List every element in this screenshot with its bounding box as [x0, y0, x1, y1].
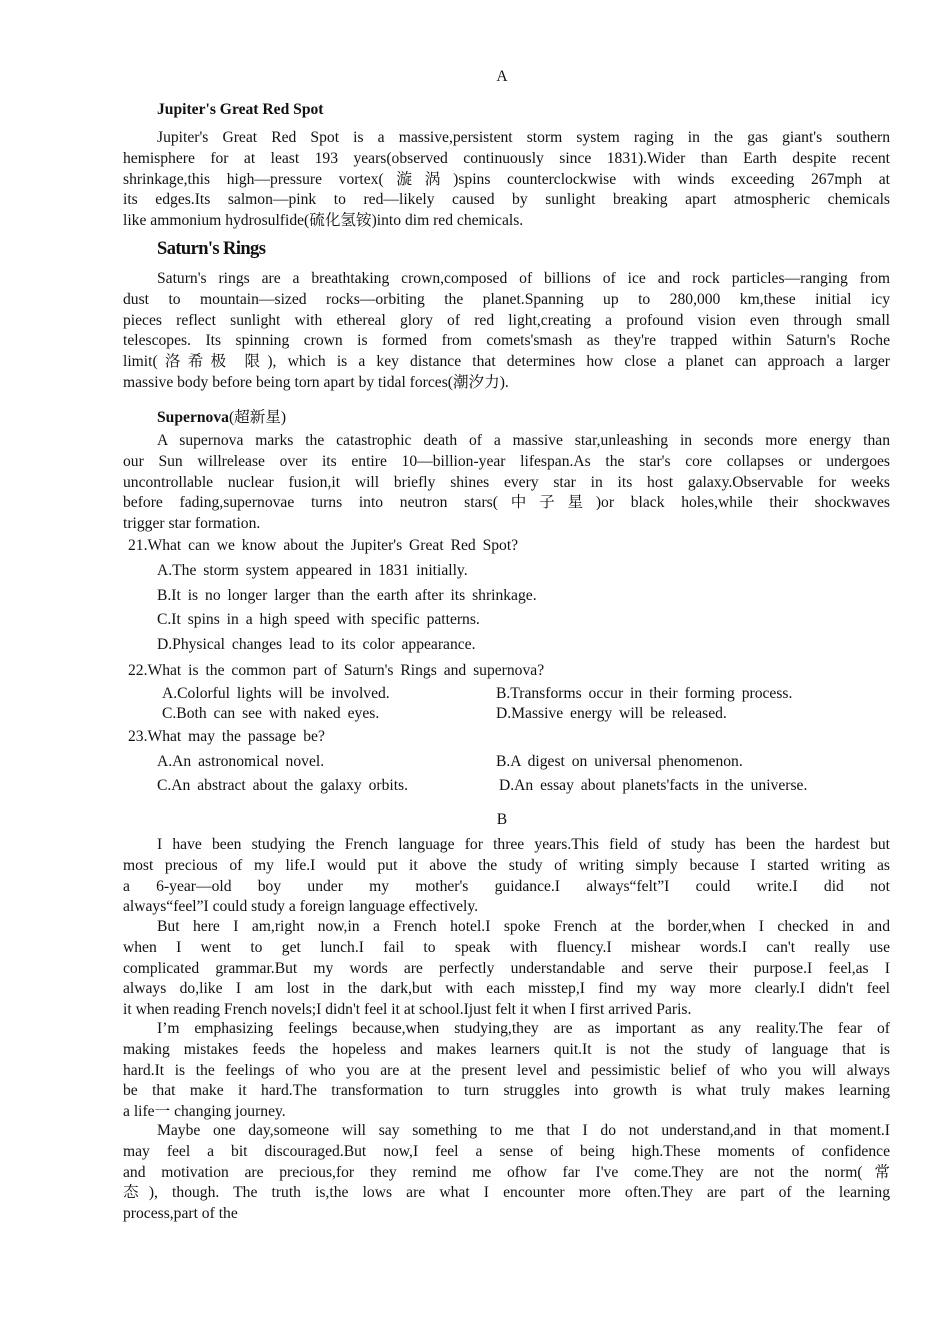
q22-option-b: B.Transforms occur in their forming process.	[496, 685, 793, 702]
paragraph-line: a 6-year—old boy under my mother's guidance.I always“felt”I could write.I did not	[123, 877, 890, 895]
paragraph-line: But here I am,right now,in a French hotel.I spoke French at the border,when I checked in and	[157, 918, 890, 935]
title-text: Jupiter's Great Red Spot	[157, 101, 324, 118]
passage-a-label: A	[496, 68, 508, 85]
paragraph-b2	[123, 917, 890, 1021]
paragraph-b3	[123, 1019, 890, 1123]
q22-option-d: D.Massive energy will be released.	[496, 705, 727, 722]
paragraph-line: dust to mountain—sized rocks—orbiting the planet.Spanning up to 280,000 km,these initial icy	[123, 290, 890, 308]
paragraph-line: limit(洛希极 限), which is a key distance that determines how close a planet can approach a larger	[123, 353, 890, 371]
paragraph-line: pieces reflect sunlight with ethereal glory of red light,creating a profound vision even through small	[123, 311, 890, 329]
section-title-saturn	[157, 239, 265, 260]
q23-option-b: B.A digest on universal phenomenon.	[496, 753, 743, 770]
paragraph-line: shrinkage,this high—pressure vortex(漩涡)spins counterclockwise with winds exceeding 267mph at	[123, 170, 890, 188]
paragraph-line: most precious of my life.I would put it above the study of writing simply because I started writing as	[123, 856, 890, 874]
paragraph-line: before fading,supernovae turns into neutron stars(中子星)or black holes,while their shockwaves	[123, 494, 890, 512]
paragraph-line: be that make it hard.The transformation to turn struggles into growth is what truly makes learning	[123, 1082, 890, 1100]
paragraph-supernova	[123, 431, 890, 535]
question-23: 23.What may the passage be?	[128, 728, 325, 745]
paragraph-line: complicated grammar.But my words are perfectly understandable and serve their purpose.I feel,as I	[123, 959, 890, 977]
paragraph-line: its edges.Its salmon—pink to red—likely caused by sunlight breaking apart atmospheric chemicals	[123, 191, 890, 209]
paragraph-line: I’m emphasizing feelings because,when studying,they are as important as any reality.The fear of	[157, 1020, 890, 1037]
paragraph-line: 态), though. The truth is,the lows are what I encounter more often.They are part of the learning	[123, 1184, 890, 1202]
paragraph-line: and motivation are precious,for they remind me ofhow far I've come.They are not the norm(常	[123, 1163, 890, 1181]
passage-b-label: B	[496, 811, 508, 828]
paragraph-b1	[123, 835, 890, 918]
paragraph-line: a life一 changing journey.	[123, 1103, 286, 1121]
paragraph-b4	[123, 1121, 890, 1225]
paragraph-line: uncontrollable nuclear fusion,it will briefly shines every star in its host galaxy.Observable for weeks	[123, 473, 890, 491]
paragraph-line: always do,like I am lost in the dark,but with each misstep,I find my way more clearly.I didn't feel	[123, 980, 890, 998]
q23-option-a: A.An astronomical novel.	[157, 753, 325, 770]
paragraph-line: Saturn's rings are a breathtaking crown,composed of billions of ice and rock particles—ranging from	[157, 270, 890, 287]
q22-option-c: C.Both can see with naked eyes.	[162, 705, 380, 722]
paragraph-jupiter	[123, 128, 890, 232]
question-21: 21.What can we know about the Jupiter's Great Red Spot?	[128, 537, 519, 554]
paragraph-line: our Sun willrelease over its entire 10—billion-year lifespan.As the star's core collapses or undergoes	[123, 452, 890, 470]
q23-option-d: D.An essay about planets'facts in the universe.	[499, 777, 808, 794]
paragraph-line: making mistakes feeds the hopeless and makes learners quit.It is not the study of language that is	[123, 1040, 890, 1058]
q21-option-b: B.It is no longer larger than the earth after its shrinkage.	[157, 587, 537, 604]
q23-option-c: C.An abstract about the galaxy orbits.	[157, 777, 409, 794]
title-cn: (超新星)	[228, 409, 287, 426]
paragraph-line: hemisphere for at least 193 years(observed continuously since 1831).Wider than Earth despite recent	[123, 149, 890, 167]
paragraph-line: A supernova marks the catastrophic death of a massive star,unleashing in seconds more energy than	[157, 432, 890, 449]
paragraph-line: it when reading French novels;I didn't feel it at school.Ijust felt it when I first arrived Paris.	[123, 1001, 692, 1019]
section-title-jupiter	[157, 101, 323, 119]
q21-option-d: D.Physical changes lead to its color appearance.	[157, 636, 476, 653]
q21-option-c: C.It spins in a high speed with specific patterns.	[157, 611, 480, 628]
question-22: 22.What is the common part of Saturn's Rings and supernova?	[128, 662, 545, 679]
paragraph-line: Maybe one day,someone will say something to me that I do not understand,and in that moment.I	[157, 1122, 890, 1139]
paragraph-line: trigger star formation.	[123, 515, 261, 533]
paragraph-line: process,part of the	[123, 1205, 238, 1223]
paragraph-line: massive body before being torn apart by tidal forces(潮汐力).	[123, 373, 509, 391]
title-text: Saturn's Rings	[157, 239, 266, 259]
paragraph-saturn	[123, 269, 890, 394]
paragraph-line: telescopes. Its spinning crown is formed from comets'smash as they're trapped within Saturn's Roche	[123, 332, 890, 350]
q22-option-a: A.Colorful lights will be involved.	[162, 685, 390, 702]
q21-option-a: A.The storm system appeared in 1831 initially.	[157, 562, 468, 579]
paragraph-line: Jupiter's Great Red Spot is a massive,persistent storm system raging in the gas giant's southern	[157, 129, 890, 146]
paragraph-line: hard.It is the feelings of who you are at the present level and pessimistic belief of who you will always	[123, 1061, 890, 1079]
paragraph-line: when I went to get lunch.I fail to speak with fluency.I mishear words.I can't really use	[123, 938, 890, 956]
paragraph-line: always“feel”I could study a foreign language effectively.	[123, 898, 479, 916]
paragraph-line: may feel a bit discouraged.But now,I feel a sense of being high.These moments of confidence	[123, 1142, 890, 1160]
section-title-supernova	[157, 405, 286, 427]
paragraph-line: like ammonium hydrosulfide(硫化氢铵)into dim red chemicals.	[123, 212, 524, 230]
paragraph-line: I have been studying the French language for three years.This field of study has been the hardest but	[157, 836, 890, 853]
title-text: Supernova	[157, 409, 229, 426]
